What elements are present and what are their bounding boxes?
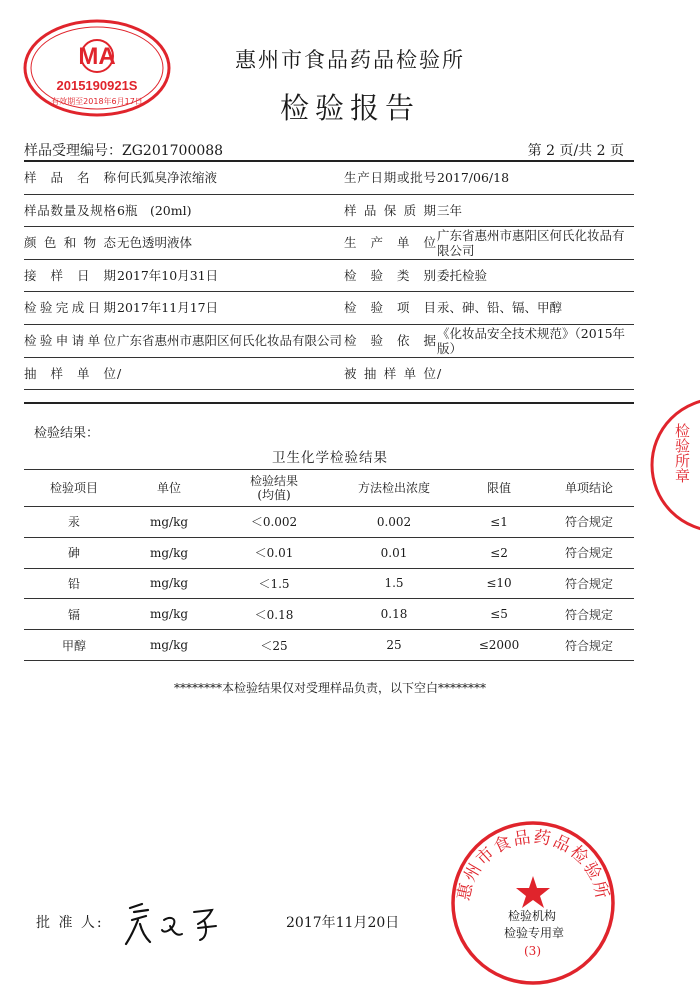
info-value: 委托检验 bbox=[437, 267, 488, 283]
cell-limit: ≤5 bbox=[454, 599, 544, 630]
sample-info-table bbox=[24, 162, 634, 390]
organization-name: 惠州市食品药品检验所 bbox=[235, 48, 465, 72]
table-row bbox=[24, 507, 634, 538]
info-row bbox=[24, 260, 634, 293]
cell-result: ＜0.18 bbox=[214, 599, 334, 630]
sample-number bbox=[24, 140, 223, 160]
info-row bbox=[24, 195, 634, 228]
header-result bbox=[214, 470, 334, 507]
info-value: 三年 bbox=[437, 202, 463, 218]
cell-item: 甲醇 bbox=[24, 630, 124, 661]
seal-star-icon bbox=[516, 876, 550, 908]
results-header-row bbox=[24, 470, 634, 507]
cell-conclusion: 符合规定 bbox=[544, 630, 634, 661]
info-label: 颜色和物态 bbox=[24, 235, 116, 251]
sample-number-label: 样品受理编号： bbox=[24, 143, 122, 159]
table-row bbox=[24, 537, 634, 568]
header-conclusion: 单项结论 bbox=[544, 470, 634, 507]
cell-conclusion: 符合规定 bbox=[544, 568, 634, 599]
info-bottom-rule bbox=[24, 402, 634, 404]
seal-line-2: 检验专用章 bbox=[504, 926, 565, 940]
cell-result: ＜0.002 bbox=[214, 507, 334, 538]
cell-detection-limit: 0.18 bbox=[334, 599, 454, 630]
info-value: 6瓶 (20ml) bbox=[117, 202, 192, 218]
info-label: 检验完成日期 bbox=[24, 300, 116, 316]
cell-limit: ≤2 bbox=[454, 537, 544, 568]
info-label: 抽样单位 bbox=[24, 365, 116, 381]
info-label: 被抽样单位 bbox=[344, 365, 436, 381]
table-row bbox=[24, 630, 634, 661]
cell-conclusion: 符合规定 bbox=[544, 599, 634, 630]
info-value: / bbox=[117, 365, 122, 381]
cell-item: 镉 bbox=[24, 599, 124, 630]
seal-number: (3) bbox=[524, 944, 541, 958]
side-seal-text: 检验所章 bbox=[673, 423, 691, 483]
info-value: 2017/06/18 bbox=[437, 170, 510, 185]
cell-detection-limit: 25 bbox=[334, 630, 454, 661]
report-header-row bbox=[24, 140, 624, 160]
info-value: 2017年10月31日 bbox=[117, 267, 219, 283]
header-detection-limit: 方法检出浓度 bbox=[334, 470, 454, 507]
cell-result: ＜25 bbox=[214, 630, 334, 661]
info-label: 检验依据 bbox=[344, 332, 436, 348]
ma-logo-text: MA bbox=[78, 43, 116, 70]
info-label: 检验项目 bbox=[344, 300, 436, 316]
approval-date: 2017年11月20日 bbox=[286, 915, 400, 931]
header-limit: 限值 bbox=[454, 470, 544, 507]
cell-detection-limit: 0.01 bbox=[334, 537, 454, 568]
info-value: 广东省惠州市惠阳区何氏化妆品有限公司 bbox=[437, 228, 625, 259]
cell-conclusion: 符合规定 bbox=[544, 537, 634, 568]
info-label: 检验申请单位 bbox=[24, 332, 116, 348]
info-value: / bbox=[437, 365, 442, 381]
info-label: 检验类别 bbox=[344, 267, 436, 283]
cell-detection-limit: 1.5 bbox=[334, 568, 454, 599]
cell-unit: mg/kg bbox=[124, 537, 214, 568]
approver-signature bbox=[120, 890, 240, 950]
results-table-title: 卫生化学检验结果 bbox=[272, 450, 388, 466]
info-row bbox=[24, 358, 634, 391]
table-row bbox=[24, 599, 634, 630]
report-title: 检验报告 bbox=[279, 91, 420, 125]
results-table bbox=[24, 469, 634, 661]
info-value: 无色透明液体 bbox=[117, 235, 193, 251]
header-result-line1: 检验结果 bbox=[249, 474, 298, 488]
header-result-line2: (均值) bbox=[257, 488, 291, 502]
approver-label: 批 准 人: bbox=[36, 915, 104, 931]
info-label: 样品名称 bbox=[24, 170, 116, 185]
table-row bbox=[24, 568, 634, 599]
cell-item: 汞 bbox=[24, 507, 124, 538]
info-value: 《化妆品安全技术规范》（2015年版） bbox=[437, 325, 626, 356]
cell-unit: mg/kg bbox=[124, 568, 214, 599]
info-label: 样品保质期 bbox=[344, 202, 436, 218]
page-indicator: 第 2 页/共 2 页 bbox=[527, 143, 624, 159]
info-value: 广东省惠州市惠阳区何氏化妆品有限公司 bbox=[117, 332, 342, 348]
cell-item: 砷 bbox=[24, 537, 124, 568]
cell-result: ＜0.01 bbox=[214, 537, 334, 568]
ma-stamp-number: 2015190921S bbox=[56, 78, 138, 93]
cell-limit: ≤1 bbox=[454, 507, 544, 538]
info-row bbox=[24, 292, 634, 325]
info-label: 接样日期 bbox=[24, 267, 116, 283]
info-label: 样品数量及规格 bbox=[24, 202, 116, 218]
cell-result: ＜1.5 bbox=[214, 568, 334, 599]
info-value: 2017年11月17日 bbox=[117, 300, 219, 316]
cell-conclusion: 符合规定 bbox=[544, 507, 634, 538]
cell-unit: mg/kg bbox=[124, 630, 214, 661]
cell-unit: mg/kg bbox=[124, 599, 214, 630]
info-row bbox=[24, 325, 634, 358]
cell-limit: ≤10 bbox=[454, 568, 544, 599]
side-seal-stamp bbox=[648, 395, 700, 535]
seal-line-1: 检验机构 bbox=[508, 909, 557, 923]
cell-item: 铅 bbox=[24, 568, 124, 599]
sample-number-value: ZG201700088 bbox=[122, 143, 224, 159]
header-item: 检验项目 bbox=[24, 470, 124, 507]
cell-unit: mg/kg bbox=[124, 507, 214, 538]
results-label: 检验结果： bbox=[34, 426, 100, 441]
info-value: 汞、砷、铅、镉、甲醇 bbox=[437, 300, 563, 316]
info-row bbox=[24, 227, 634, 260]
header-unit: 单位 bbox=[124, 470, 214, 507]
cell-limit: ≤2000 bbox=[454, 630, 544, 661]
results-footnote: ********本检验结果仅对受理样品负责，以下空白******** bbox=[173, 681, 486, 695]
info-label: 生产单位 bbox=[344, 235, 436, 251]
seal-ring-text-path: 惠州市食品药品检验所 bbox=[453, 827, 613, 903]
cell-detection-limit: 0.002 bbox=[334, 507, 454, 538]
info-row bbox=[24, 162, 634, 195]
ma-stamp-date: 有效期至2018年6月17日 bbox=[51, 97, 143, 106]
info-value: 何氏狐臭净浓缩液 bbox=[117, 170, 218, 185]
inspection-seal-stamp bbox=[448, 818, 618, 988]
info-label: 生产日期或批号 bbox=[344, 170, 436, 185]
